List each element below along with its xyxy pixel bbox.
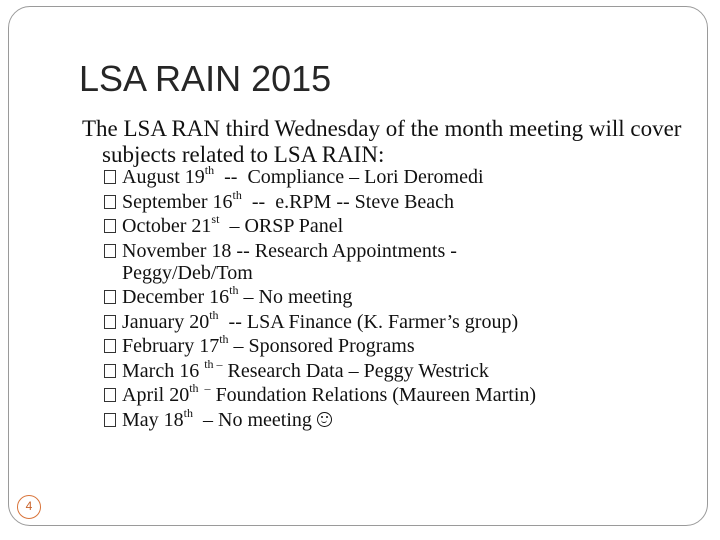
bullet-box-icon bbox=[104, 219, 116, 233]
item-date: February 17 bbox=[122, 335, 220, 357]
bullet-box-icon bbox=[104, 364, 116, 378]
bullet-box-icon bbox=[104, 388, 116, 402]
item-suffix: th – bbox=[189, 381, 211, 396]
item-suffix: th bbox=[204, 163, 215, 178]
bullet-box-icon bbox=[104, 413, 116, 427]
item-date: March 16 bbox=[122, 359, 205, 382]
item-date: September 16 bbox=[122, 190, 233, 213]
item-date: August 19 bbox=[122, 166, 205, 188]
meeting-list bbox=[104, 163, 664, 433]
bullet-box-icon bbox=[104, 315, 116, 329]
bullet-box-icon bbox=[104, 339, 116, 353]
list-item-august bbox=[104, 163, 664, 188]
item-topic: -- e.RPM -- Steve Beach bbox=[241, 190, 455, 213]
item-suffix: st bbox=[211, 212, 220, 227]
item-suffix: th bbox=[209, 307, 219, 322]
item-date: December 16 bbox=[122, 286, 230, 308]
page-number-badge: 4 bbox=[17, 495, 41, 519]
list-item-may bbox=[104, 405, 664, 431]
bullet-box-icon bbox=[104, 244, 116, 258]
bullet-box-icon bbox=[104, 170, 116, 184]
item-topic: -- Compliance – Lori Deromedi bbox=[214, 166, 484, 188]
intro-paragraph: The LSA RAN third Wednesday of the month meeting will cover subjects related to LSA RAIN: bbox=[82, 116, 682, 167]
bullet-box-icon bbox=[104, 195, 116, 209]
item-topic: Foundation Relations (Maureen Martin) bbox=[210, 384, 537, 406]
item-topic: Research Data – Peggy Westrick bbox=[222, 359, 489, 382]
item-date: October 21 bbox=[122, 215, 212, 237]
item-suffix: th – bbox=[204, 356, 223, 371]
smiley-face-icon bbox=[317, 412, 332, 427]
bullet-box-icon bbox=[104, 290, 116, 304]
list-item-november bbox=[104, 240, 542, 284]
item-date: May 18 bbox=[122, 408, 184, 431]
list-item-march bbox=[104, 356, 664, 382]
item-date: January 20 bbox=[122, 310, 210, 333]
item-date: November 18 -- Research Appointments - Peggy/Deb/Tom bbox=[122, 239, 457, 284]
item-topic: – No meeting bbox=[193, 408, 317, 431]
item-suffix: th bbox=[183, 405, 194, 420]
list-item-february bbox=[104, 332, 664, 357]
item-suffix: th bbox=[229, 283, 239, 298]
item-suffix: th bbox=[219, 332, 229, 347]
item-suffix: th bbox=[232, 187, 242, 202]
item-topic: – ORSP Panel bbox=[219, 215, 344, 237]
item-topic: – No meeting bbox=[238, 286, 353, 308]
slide-title: LSA RAIN 2015 bbox=[79, 58, 332, 99]
list-item-january bbox=[104, 307, 664, 333]
list-item-october bbox=[104, 212, 664, 237]
list-item-april bbox=[104, 381, 664, 406]
item-topic: -- LSA Finance (K. Farmer’s group) bbox=[218, 310, 519, 333]
item-topic: – Sponsored Programs bbox=[228, 335, 415, 357]
list-item-december bbox=[104, 283, 664, 308]
list-item-september bbox=[104, 187, 664, 213]
item-date: April 20 bbox=[122, 384, 190, 406]
